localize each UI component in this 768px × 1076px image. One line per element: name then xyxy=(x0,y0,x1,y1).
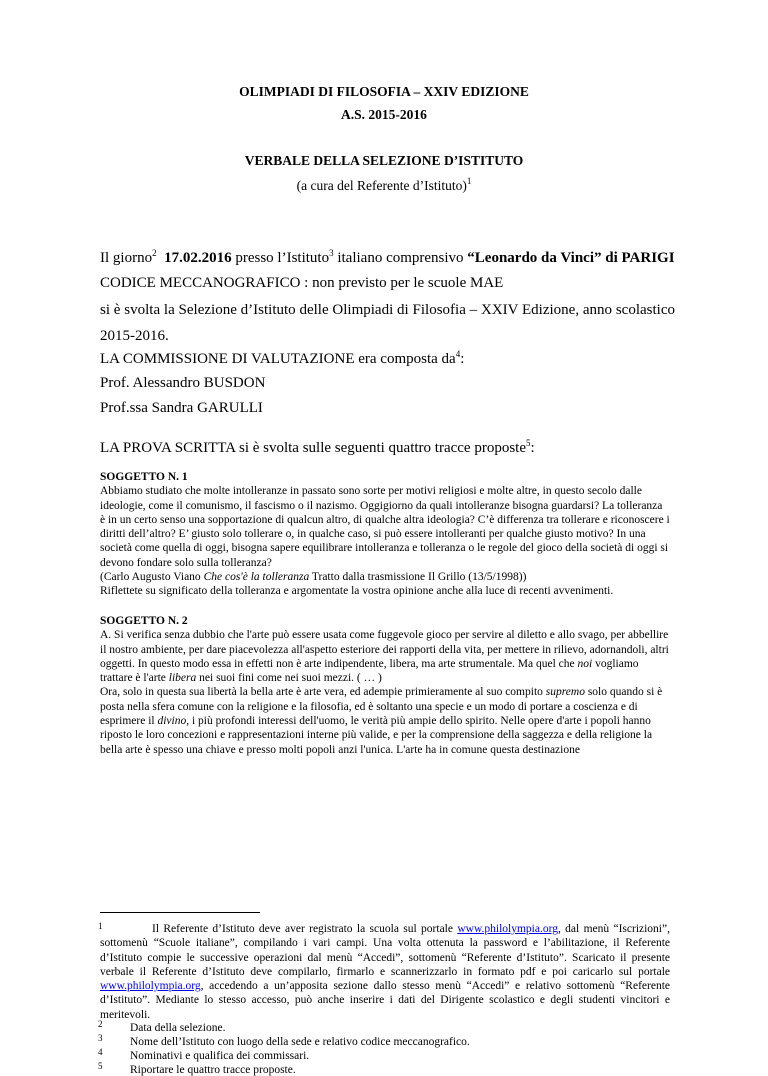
selection-date: 17.02.2016 xyxy=(164,250,232,266)
subject-heading: SOGGETTO N. 1 xyxy=(100,471,188,483)
subject-source xyxy=(100,570,670,584)
subject-text xyxy=(100,628,670,685)
subject-task: Riflettete su significato della tolleranza e argomentate la vostra opinione anche alla luce di recenti avvenimenti. xyxy=(100,585,614,598)
footnote-text: Riportare le quattro tracce proposte. xyxy=(130,1064,296,1076)
italic-run: divino xyxy=(157,715,187,728)
italic-run: noi xyxy=(577,657,593,670)
source-title: Che cos'è la tolleranza xyxy=(203,571,310,584)
school-name: “Leonardo da Vinci” di PARIGI xyxy=(467,250,675,266)
intro-line-year: 2015-2016. xyxy=(100,328,169,344)
footnote-number: 4 xyxy=(98,1047,103,1057)
footnote-number: 3 xyxy=(98,1033,103,1043)
curator-line xyxy=(0,178,768,194)
document-title: OLIMPIADI DI FILOSOFIA – XXIV EDIZIONE xyxy=(239,84,529,99)
intro-text: presso l’Istituto xyxy=(231,250,330,266)
subject-2 xyxy=(100,614,670,757)
commission-line xyxy=(100,351,675,368)
philolympia-link[interactable]: www.philolympia.org xyxy=(457,923,558,935)
text-run: , i più profondi interessi dell'uomo, le verità più ampie dello spirito. Nelle opere d'arte i popoli hanno riposto le loro concezioni e rappresentazioni interne più valide, e per la comprensione della saggezza e della religione la bella arte è spesso una chiave e presso molti popoli anzi l'unica. L'arte ha in comune questa destinazione xyxy=(100,715,653,756)
footnote-ref-5: 5 xyxy=(525,438,531,448)
footnote-number: 2 xyxy=(98,1019,103,1029)
footnote-ref-1: 1 xyxy=(466,176,472,186)
source-text: (Carlo Augusto Viano xyxy=(100,571,204,584)
subject-text xyxy=(100,685,670,756)
intro-line-date xyxy=(100,250,675,267)
commission-member: Prof.ssa Sandra GARULLI xyxy=(100,400,263,416)
curator-text: (a cura del Referente d’Istituto) xyxy=(296,178,467,193)
footnote-text: , dal menù “Iscrizioni”, sottomenù “Scuole italiane”, compilando i vari campi. Una volta ottenuta la password e l’abilitazione, il Referente d’Istituto compie le successive operazioni dal menù “Accedi”, sottomenù “Referente d’Istituto”. Scaricato il presente verbale il Referente d’Istituto deve compilarlo, firmarlo e scannerizzarlo in formato pdf e poi caricarlo sul portale xyxy=(100,923,670,978)
subject-heading: SOGGETTO N. 2 xyxy=(100,615,188,627)
philolympia-link[interactable]: www.philolympia.org xyxy=(100,980,201,993)
prova-line xyxy=(100,440,675,457)
footnote-ref-3: 3 xyxy=(329,248,334,258)
subject-1 xyxy=(100,470,670,599)
text-run: nei suoi fini come nei suoi mezzi. ( … ) xyxy=(196,672,382,685)
intro-line-code: CODICE MECCANOGRAFICO : non previsto per le scuole MAE xyxy=(100,275,504,291)
footnote-text: , accedendo a un’apposita sezione dallo stesso menù “Accedi” e relativo sottomenù “Referente d’Istituto”. Mediante lo stesso accesso, può anche inserire i dati del Dirigente scolastico e degli studenti vincitori e meritevoli. xyxy=(100,980,670,1021)
school-year: A.S. 2015-2016 xyxy=(341,107,427,122)
text-run: solo quando si è posta nella sfera comune con la religione e la filosofia, ed è soltanto una specie e un modo di portare a coscienza e di esprimere il xyxy=(100,686,663,728)
document-subtitle: VERBALE DELLA SELEZIONE D’ISTITUTO xyxy=(244,153,524,168)
intro-text: Il giorno xyxy=(100,250,153,266)
commission-colon: : xyxy=(460,351,465,367)
italic-run: supremo xyxy=(545,686,585,699)
footnote-text: Nome dell’Istituto con luogo della sede e relativo codice meccanografico. xyxy=(130,1036,470,1048)
footnote-ref-4: 4 xyxy=(455,349,461,359)
footnote-number: 1 xyxy=(98,921,103,931)
text-run: vogliamo trattare è l'arte xyxy=(100,657,639,685)
prova-colon: : xyxy=(530,440,535,456)
footnote-text: Data della selezione. xyxy=(130,1022,226,1034)
prova-text: LA PROVA SCRITTA si è svolta sulle seguenti quattro tracce proposte xyxy=(100,440,526,456)
intro-line-selection: si è svolta la Selezione d’Istituto delle Olimpiadi di Filosofia – XXIV Edizione, anno scolastico xyxy=(100,302,675,318)
footnote-text: Nominativi e qualifica dei commissari. xyxy=(130,1050,310,1062)
commission-text: LA COMMISSIONE DI VALUTAZIONE era composta da xyxy=(100,351,456,367)
footnote-number: 5 xyxy=(98,1061,103,1071)
footnote-ref-2: 2 xyxy=(152,248,157,258)
italic-run: libera xyxy=(168,672,197,685)
source-text: Tratto dalla trasmissione Il Grillo (13/5/1998)) xyxy=(309,571,527,584)
subject-text: Abbiamo studiato che molte intolleranze in passato sono sorte per motivi religiosi e molte altre, in questo secolo dalle ideologie, come il comunismo, il fascismo o il nazismo. Oggigiorno da quali intolleranze bisogna guardarsi? La tolleranza è in un certo senso una sopportazione di qualcun altro, di qualche altra ideologia? C’è differenza tra tollerare e riconoscere i diritti dell’altro? E’ giusto solo tollerare o, in qualche caso, si può essere intolleranti per qualche giusto motivo? In una società come quella di oggi, bisogna sapere equilibrare intolleranza e tolleranza o le regole del gioco della società di oggi si devono fondare solo sulla tolleranza? xyxy=(100,485,670,569)
intro-text: italiano comprensivo xyxy=(333,250,468,266)
text-run: Ora, solo in questa sua libertà la bella arte è arte vera, ed adempie primieramente al suo compito xyxy=(100,686,546,699)
footnote-separator xyxy=(100,912,260,913)
footnote-text: Il Referente d’Istituto deve aver registrato la scuola sul portale xyxy=(152,923,458,935)
footnote-1 xyxy=(100,922,670,1022)
commission-member: Prof. Alessandro BUSDON xyxy=(100,375,266,391)
text-run: A. Si verifica senza dubbio che l'arte può essere usata come fuggevole gioco per servire al diletto e allo svago, per abbellire il nostro ambiente, per dare piacevolezza all'aspetto esteriore dei rapporti della vita, per mettere in rilievo, adornandoli, altri oggetti. In questo modo essa in effetti non è arte indipendente, libera, ma arte strumentale. Ma quel che xyxy=(100,629,669,670)
